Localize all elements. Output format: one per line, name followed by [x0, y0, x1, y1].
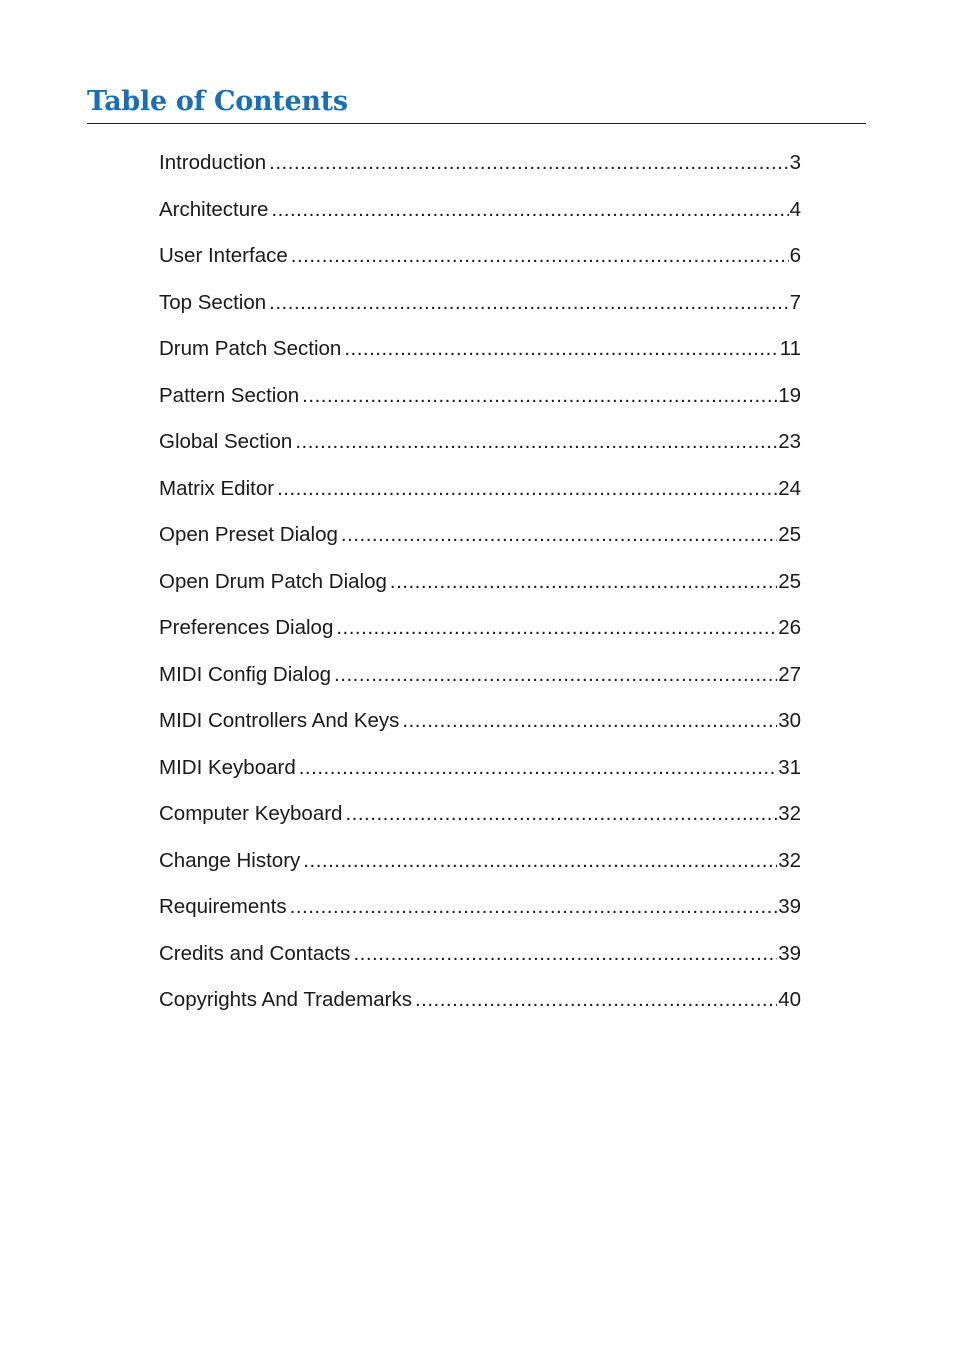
- toc-entry-label[interactable]: Preferences Dialog: [159, 616, 334, 639]
- title-divider: [87, 123, 866, 124]
- toc-entry[interactable]: [159, 982, 801, 1029]
- toc-entry[interactable]: [159, 331, 801, 378]
- toc-entry[interactable]: [159, 796, 801, 843]
- toc-entry[interactable]: [159, 517, 801, 564]
- toc-entry[interactable]: [159, 936, 801, 983]
- toc-entry-label[interactable]: Change History: [159, 848, 301, 872]
- toc-entry-page-number: 39: [778, 895, 801, 918]
- toc-entry-label[interactable]: MIDI Config Dialog: [159, 662, 332, 686]
- toc-entry-page-number: 4: [789, 197, 801, 221]
- toc-entry-page-number: 27: [778, 662, 801, 686]
- toc-entry-page-number: 30: [778, 709, 801, 732]
- toc-entry-page-number: 31: [778, 755, 801, 779]
- toc-entry-label[interactable]: Requirements: [159, 895, 287, 918]
- toc-entry[interactable]: [159, 703, 801, 750]
- toc-entry[interactable]: [159, 889, 801, 936]
- toc-entry-page-number: 26: [778, 616, 801, 639]
- toc-entry[interactable]: [159, 750, 801, 797]
- toc-entry[interactable]: [159, 285, 801, 332]
- toc-entry-label[interactable]: Computer Keyboard: [159, 802, 343, 825]
- toc-entry-label[interactable]: Open Drum Patch Dialog: [159, 569, 387, 593]
- toc-dot-leader: [415, 982, 777, 1018]
- toc-entry-page-number: 25: [778, 569, 801, 593]
- toc-dot-leader: [402, 703, 777, 739]
- toc-dot-leader: [344, 331, 778, 367]
- toc-entry-label[interactable]: MIDI Keyboard: [159, 755, 296, 779]
- toc-dot-leader: [295, 424, 777, 460]
- toc-dot-leader: [271, 192, 788, 228]
- toc-entry-label[interactable]: Drum Patch Section: [159, 337, 342, 360]
- toc-entry[interactable]: [159, 145, 801, 192]
- toc-entry-label[interactable]: Global Section: [159, 430, 293, 453]
- toc-entry[interactable]: [159, 471, 801, 518]
- toc-entry[interactable]: [159, 238, 801, 285]
- toc-dot-leader: [336, 610, 777, 646]
- toc-entry-page-number: 11: [779, 337, 801, 360]
- toc-entry-label[interactable]: Pattern Section: [159, 383, 300, 407]
- toc-dot-leader: [269, 145, 788, 181]
- toc-entry[interactable]: [159, 424, 801, 471]
- toc-entry-page-number: 7: [789, 290, 801, 314]
- toc-entry-page-number: 32: [778, 848, 801, 872]
- toc-entry-page-number: 23: [778, 430, 801, 453]
- toc-dot-leader: [353, 936, 777, 972]
- toc-entry-page-number: 6: [789, 244, 801, 267]
- toc-entry-label[interactable]: Top Section: [159, 290, 267, 314]
- toc-entry[interactable]: [159, 610, 801, 657]
- toc-entry-page-number: 40: [778, 988, 801, 1011]
- toc-entry[interactable]: [159, 657, 801, 704]
- toc-entry-label[interactable]: Copyrights And Trademarks: [159, 988, 412, 1011]
- toc-entry-label[interactable]: Credits and Contacts: [159, 941, 351, 965]
- toc-list: [159, 145, 801, 1029]
- toc-entry-label[interactable]: Architecture: [159, 197, 269, 221]
- toc-dot-leader: [277, 471, 777, 507]
- toc-entry-label[interactable]: MIDI Controllers And Keys: [159, 709, 400, 732]
- toc-entry-page-number: 3: [789, 151, 801, 174]
- toc-entry-label[interactable]: Open Preset Dialog: [159, 523, 338, 546]
- toc-dot-leader: [299, 750, 777, 786]
- toc-entry-page-number: 32: [778, 802, 801, 825]
- page-title: Table of Contents: [87, 86, 348, 117]
- toc-entry-label[interactable]: Introduction: [159, 151, 267, 174]
- toc-dot-leader: [334, 657, 777, 693]
- toc-entry[interactable]: [159, 564, 801, 611]
- toc-entry-label[interactable]: Matrix Editor: [159, 476, 275, 500]
- toc-dot-leader: [341, 517, 777, 553]
- toc-dot-leader: [390, 564, 777, 600]
- toc-entry-page-number: 24: [778, 476, 801, 500]
- toc-dot-leader: [269, 285, 788, 321]
- toc-dot-leader: [290, 889, 778, 925]
- toc-dot-leader: [303, 843, 777, 879]
- toc-dot-leader: [302, 378, 777, 414]
- toc-entry-page-number: 25: [778, 523, 801, 546]
- toc-dot-leader: [345, 796, 777, 832]
- toc-dot-leader: [291, 238, 789, 274]
- toc-entry[interactable]: [159, 378, 801, 425]
- toc-entry[interactable]: [159, 192, 801, 239]
- toc-entry-label[interactable]: User Interface: [159, 244, 288, 267]
- toc-entry-page-number: 39: [778, 941, 801, 965]
- toc-entry-page-number: 19: [778, 383, 801, 407]
- toc-entry[interactable]: [159, 843, 801, 890]
